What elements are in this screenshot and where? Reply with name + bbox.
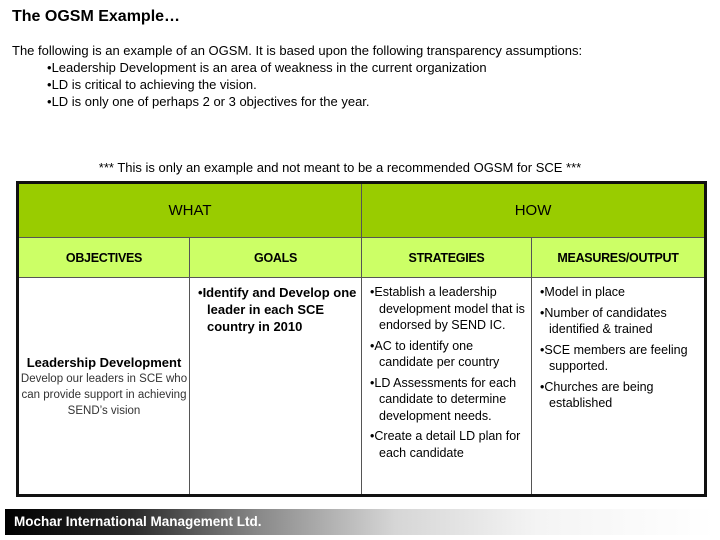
- footer-bar: [5, 509, 715, 535]
- slide-title: The OGSM Example…: [12, 8, 181, 25]
- intro-text: The following is an example of an OGSM. It is based upon the following transparency assumptions:: [12, 43, 583, 58]
- header-how: HOW: [362, 183, 706, 238]
- measure-item: • Churches are being established: [540, 379, 700, 412]
- goal-item: • Identify and Develop one leader in each SCE country in 2010: [198, 284, 357, 335]
- header-measures: MEASURES/OUTPUT: [532, 238, 706, 278]
- measure-item: • SCE members are feeling supported.: [540, 342, 700, 375]
- objective-cell: [18, 278, 190, 496]
- assumption-item: • LD is critical to achieving the vision.: [47, 76, 582, 93]
- objective-description: Develop our leaders in SCE who can provide support in achieving SEND’s vision: [20, 372, 188, 417]
- strategies-cell: [362, 278, 532, 496]
- ogsm-table: [16, 181, 707, 497]
- measure-item: • Model in place: [540, 284, 700, 301]
- strategy-item: • Establish a leadership development model that is endorsed by SEND IC.: [370, 284, 527, 334]
- group-header-row: [18, 183, 706, 238]
- footer-company: Mochar International Management Ltd.: [14, 514, 262, 529]
- assumption-item: • LD is only one of perhaps 2 or 3 objectives for the year.: [47, 93, 582, 110]
- assumption-item: • Leadership Development is an area of weakness in the current organization: [47, 59, 582, 76]
- measure-item: • Number of candidates identified & trained: [540, 305, 700, 338]
- strategy-item: • AC to identify one candidate per country: [370, 338, 527, 371]
- header-objectives: OBJECTIVES: [18, 238, 190, 278]
- strategy-item: • Create a detail LD plan for each candidate: [370, 428, 527, 461]
- measures-cell: [532, 278, 706, 496]
- disclaimer-text: *** This is only an example and not meant to be a recommended OGSM for SCE ***: [98, 160, 582, 175]
- goals-cell: [190, 278, 362, 496]
- intro-block: [12, 42, 582, 110]
- column-header-row: [18, 238, 706, 278]
- disclaimer: [0, 160, 720, 175]
- header-goals: GOALS: [190, 238, 362, 278]
- header-strategies: STRATEGIES: [362, 238, 532, 278]
- strategy-item: • LD Assessments for each candidate to determine development needs.: [370, 375, 527, 425]
- table-row: [18, 278, 706, 496]
- objective-title: Leadership Development: [26, 354, 182, 370]
- header-what: WHAT: [18, 183, 362, 238]
- assumptions-list: [12, 59, 582, 110]
